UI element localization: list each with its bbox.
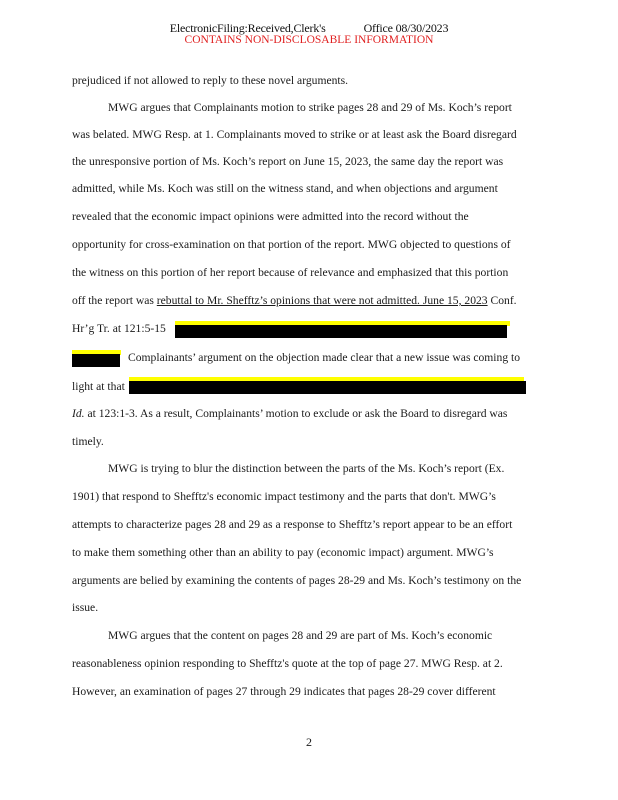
text-line: issue. [72, 601, 99, 614]
text-line: 1901) that respond to Shefftz's economic impact testimony and the parts that don't. MWG’s [72, 490, 496, 503]
redaction-block [129, 381, 526, 394]
text-line: Complainants’ argument on the objection made clear that a new issue was coming to [128, 351, 521, 364]
underlined-text: rebuttal to Mr. Shefftz’s opinions that were not admitted. June 15, 2023 [156, 294, 488, 307]
filing-stamp-left: ElectronicFiling:Received,Clerk's [169, 21, 326, 35]
text-line: MWG is trying to blur the distinction between the parts of the Ms. Koch’s report (Ex. [108, 462, 505, 475]
text-line: opportunity for cross-examination on that portion of the report. MWG objected to questions of [72, 238, 511, 251]
text-line: to make them something other than an ability to pay (economic impact) argument. MWG’s [72, 546, 494, 559]
text-line: prejudiced if not allowed to reply to these novel arguments. [72, 74, 349, 87]
text-line [72, 407, 507, 421]
text-line: timely. [72, 435, 104, 448]
text-line: attempts to characterize pages 28 and 29 as a response to Shefftz’s report appear to be an effort [72, 518, 513, 531]
text-segment: off the report was [72, 294, 157, 307]
text-segment: at 123:1-3. As a result, Complainants’ motion to exclude or ask the Board to disregard was [84, 407, 508, 420]
text-segment: Conf. [487, 294, 517, 307]
redaction-block [72, 354, 120, 367]
text-line: Hr’g Tr. at 121:5-15 [72, 322, 166, 335]
text-line [72, 294, 517, 308]
confidential-banner: CONTAINS NON-DISCLOSABLE INFORMATION [184, 34, 434, 46]
filing-stamp-right: Office 08/30/2023 [363, 21, 449, 35]
text-line: arguments are belied by examining the contents of pages 28-29 and Ms. Koch’s testimony on the [72, 574, 522, 587]
redaction-block [175, 325, 507, 338]
text-line: was belated. MWG Resp. at 1. Complainants moved to strike or at least ask the Board disregard [72, 128, 517, 141]
page-number: 2 [306, 735, 312, 749]
text-line: MWG argues that Complainants motion to strike pages 28 and 29 of Ms. Koch’s report [108, 101, 512, 114]
text-line: the witness on this portion of her report because of relevance and emphasized that this portion [72, 266, 509, 279]
text-line: revealed that the economic impact opinions were admitted into the record without the [72, 210, 469, 223]
text-line: MWG argues that the content on pages 28 and 29 are part of Ms. Koch’s economic [108, 629, 493, 642]
text-line: admitted, while Ms. Koch was still on the witness stand, and when objections and argument [72, 182, 498, 195]
text-line: light at that [72, 380, 125, 393]
text-line: reasonableness opinion responding to Shefftz's quote at the top of page 27. MWG Resp. at 2. [72, 657, 503, 670]
text-line: the unresponsive portion of Ms. Koch’s report on June 15, 2023, the same day the report was [72, 155, 504, 168]
citation-id: Id. [72, 407, 85, 420]
text-line: However, an examination of pages 27 through 29 indicates that pages 28-29 cover different [72, 685, 496, 698]
